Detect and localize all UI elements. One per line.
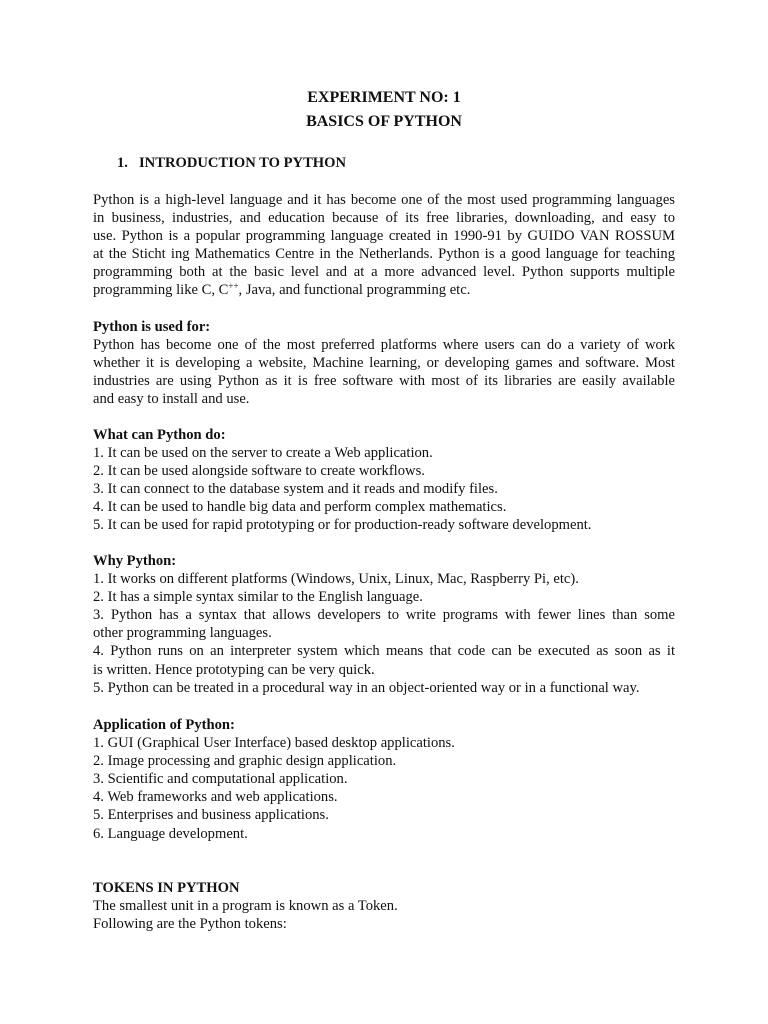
intro-line: at the Sticht ing Mathematics Centre in the Netherlands. Python is a good language for teaching [93,246,675,263]
list-item: 1. It can be used on the server to create a Web application. [93,445,433,462]
intro-paragraph [93,191,675,300]
list-item: other programming languages. [93,625,272,642]
used-for-line: Python has become one of the most preferred platforms where users can do a variety of work [93,337,675,354]
intro-last-line [93,281,675,299]
section-heading-introduction [117,154,346,172]
used-for-heading: Python is used for: [93,319,211,335]
can-do-section [93,426,675,535]
intro-last-after: , Java, and functional programming etc. [238,282,471,299]
intro-line: use. Python is a popular programming language created in 1990-91 by GUIDO VAN ROSSUM [93,228,675,245]
subject-title: BASICS OF PYTHON [306,113,462,130]
intro-last-before: programming like C, C [93,282,229,299]
list-item: 5. Enterprises and business applications. [93,807,329,824]
why-heading: Why Python: [93,553,177,569]
section-title: INTRODUCTION TO PYTHON [139,155,347,171]
list-item: 4. It can be used to handle big data and perform complex mathematics. [93,499,507,516]
list-item: 1. It works on different platforms (Windows, Unix, Linux, Mac, Raspberry Pi, etc). [93,571,579,588]
applications-heading: Application of Python: [93,717,235,733]
list-item: 4. Python runs on an interpreter system which means that code can be executed as soon as it [93,643,675,660]
intro-line: programming both at the basic level and at a more advanced level. Python supports multiple [93,264,675,281]
list-item: 2. It can be used alongside software to create workflows. [93,463,425,480]
section-number: 1. [117,155,128,171]
used-for-line: industries are using Python as it is free software with most of its libraries are easily available [93,373,675,390]
list-item: 2. It has a simple syntax similar to the English language. [93,589,423,606]
tokens-section [93,879,675,933]
why-section [93,552,675,697]
experiment-title: EXPERIMENT NO: 1 [307,89,461,106]
intro-superscript: ++ [228,281,239,292]
intro-line: Python is a high-level language and it has become one of the most used programming languages [93,192,675,208]
used-for-line: and easy to install and use. [93,391,250,408]
tokens-line: The smallest unit in a program is known as a Token. [93,898,398,915]
list-item: 4. Web frameworks and web applications. [93,789,338,806]
list-item: 5. It can be used for rapid prototyping or for production-ready software development. [93,517,592,534]
list-item: is written. Hence prototyping can be very quick. [93,661,375,678]
list-item: 3. Scientific and computational application. [93,771,348,788]
used-for-section [93,318,675,408]
list-item: 3. Python has a syntax that allows developers to write programs with fewer lines than some [93,607,675,624]
can-do-heading: What can Python do: [93,427,226,443]
used-for-line: whether it is developing a website, Machine learning, or developing games and software. Most [93,355,675,372]
tokens-line: Following are the Python tokens: [93,916,287,933]
list-item: 6. Language development. [93,825,248,842]
list-item: 2. Image processing and graphic design application. [93,753,397,770]
list-item: 1. GUI (Graphical User Interface) based desktop applications. [93,735,455,752]
list-item: 3. It can connect to the database system and it reads and modify files. [93,481,498,498]
tokens-heading: TOKENS IN PYTHON [93,880,240,896]
intro-line: in business, industries, and education because of its free libraries, downloading, and easy to [93,210,675,227]
applications-section [93,716,675,843]
list-item: 5. Python can be treated in a procedural way in an object-oriented way or in a functional way. [93,679,640,696]
